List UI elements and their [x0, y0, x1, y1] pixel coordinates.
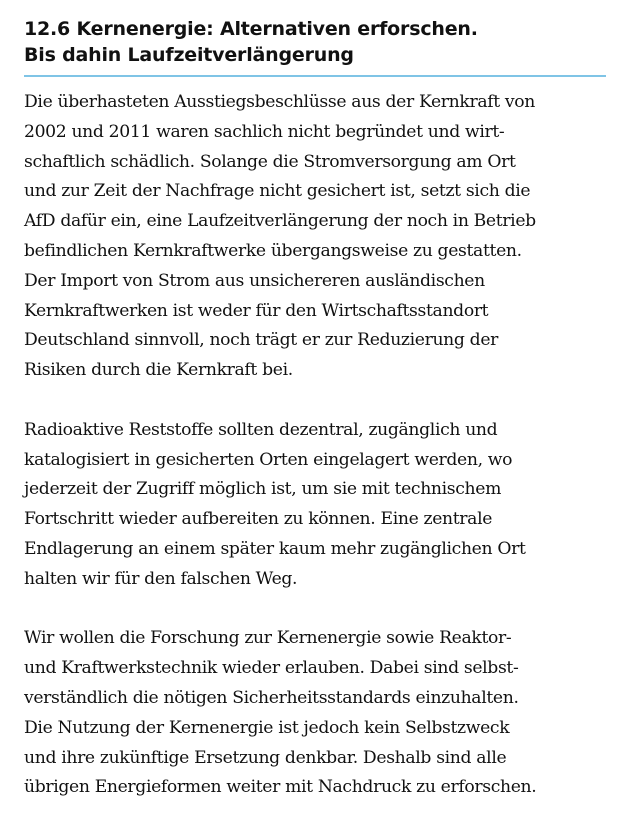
text-line: Fortschritt wieder aufbereiten zu können. Eine zentrale — [24, 509, 493, 530]
text-line: Die Nutzung der Kernenergie ist jedoch kein Selbstzweck — [24, 717, 510, 738]
text-line: und ihre zukünftige Ersetzung denkbar. Deshalb sind alle — [24, 747, 507, 768]
heading-divider — [24, 75, 606, 77]
text-line: halten wir für den falschen Weg. — [24, 568, 298, 589]
text-line: Deutschland sinnvoll, noch trägt er zur Reduzierung der — [24, 330, 499, 351]
text-line: verständlich die nötigen Sicherheitsstandards einzuhalten. — [24, 687, 519, 708]
heading-line: Bis dahin Laufzeitverlängerung — [24, 44, 354, 66]
text-line: Risiken durch die Kernkraft bei. — [24, 360, 293, 381]
text-line: Radioaktive Reststoffe sollten dezentral, zugänglich und — [24, 419, 498, 440]
text-line: und Kraftwerkstechnik wieder erlauben. Dabei sind selbst- — [24, 658, 519, 679]
text-line: 2002 und 2011 waren sachlich nicht begründet und wirt- — [24, 121, 505, 142]
paragraph-reststoffe — [24, 416, 609, 595]
text-line: Endlagerung an einem später kaum mehr zugänglichen Ort — [24, 538, 526, 559]
text-line: befindlichen Kernkraftwerke übergangsweise zu gestatten. — [24, 240, 522, 261]
text-line: übrigen Energieformen weiter mit Nachdruck zu erforschen. — [24, 777, 537, 798]
body-text — [24, 88, 609, 803]
text-line: Wir wollen die Forschung zur Kernenergie sowie Reaktor- — [24, 628, 512, 649]
text-line: AfD dafür ein, eine Laufzeitverlängerung der noch in Betrieb — [24, 211, 536, 232]
text-line: jederzeit der Zugriff möglich ist, um sie mit technischem — [24, 479, 502, 500]
text-line: katalogisiert in gesicherten Orten eingelagert werden, wo — [24, 449, 513, 470]
paragraph-forschung — [24, 624, 609, 803]
paragraph-laufzeitverlaengerung — [24, 88, 609, 386]
heading-line: 12.6 Kernenergie: Alternativen erforschen. — [24, 18, 478, 40]
text-line: Kernkraftwerken ist weder für den Wirtschaftsstandort — [24, 300, 489, 321]
text-line: schaftlich schädlich. Solange die Stromversorgung am Ort — [24, 151, 516, 172]
text-line: Der Import von Strom aus unsichereren ausländischen — [24, 270, 485, 291]
section-heading — [24, 16, 604, 68]
text-line: Die überhasteten Ausstiegsbeschlüsse aus der Kernkraft von — [24, 92, 535, 112]
text-line: und zur Zeit der Nachfrage nicht gesichert ist, setzt sich die — [24, 181, 531, 202]
